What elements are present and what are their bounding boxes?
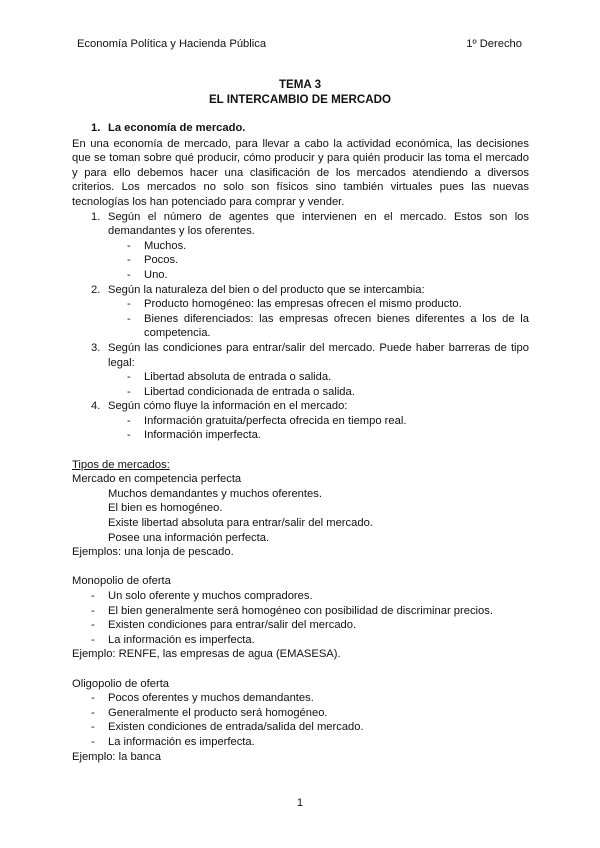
section-number: 1.	[91, 122, 101, 134]
dash-bullet: -	[91, 721, 95, 734]
criterion-number: 4.	[91, 400, 101, 413]
criterion-item	[72, 283, 529, 298]
criterion-text: Según la naturaleza del bien o del producto que se intercambia:	[108, 283, 425, 296]
dash-bullet: -	[91, 706, 95, 719]
market-example: Ejemplo: la banca	[72, 750, 161, 763]
criterion-subitem: - Uno.	[127, 268, 168, 281]
page-number: 1	[296, 797, 304, 809]
topic-number: TEMA 3	[278, 78, 322, 91]
header-course: Economía Política y Hacienda Pública	[77, 38, 267, 50]
criterion-subitem: - Libertad absoluta de entrada o salida.	[127, 371, 332, 384]
market-feature: - Un solo oferente y muchos compradores.	[91, 590, 313, 602]
section-heading-text: La economía de mercado.	[108, 122, 246, 134]
criterion-text: Según las condiciones para entrar/salir del mercado. Puede haber barreras de tipo legal:	[108, 341, 529, 369]
dash-bullet: -	[91, 633, 95, 646]
criterion-text: Según cómo fluye la información en el mercado:	[108, 400, 348, 413]
criterion-subitem: - Muchos.	[127, 239, 187, 252]
market-feature: - El bien generalmente será homogéneo con posibilidad de discriminar precios.	[91, 604, 493, 617]
dash-bullet: -	[127, 268, 131, 281]
criterion-subitem: - Bienes diferenciados: las empresas ofrecen bienes diferentes a los de la competencia.	[127, 312, 529, 340]
dash-bullet: -	[91, 590, 95, 602]
dash-bullet: -	[127, 254, 131, 267]
market-feature: - Existen condiciones de entrada/salida del mercado.	[91, 721, 364, 734]
criterion-subitem: - Producto homogéneo: las empresas ofrecen el mismo producto.	[127, 298, 462, 311]
dash-bullet: -	[127, 371, 131, 384]
dash-bullet: -	[127, 429, 131, 442]
criterion-item	[72, 341, 529, 370]
criterion-subitem: - Pocos.	[127, 254, 179, 267]
market-feature: - Existen condiciones para entrar/salir del mercado.	[91, 619, 357, 632]
monopoly-title: Monopolio de oferta	[72, 575, 171, 588]
market-feature: Muchos demandantes y muchos oferentes.	[108, 487, 322, 500]
document-body	[72, 121, 529, 764]
market-types-heading: Tipos de mercados:	[72, 458, 170, 471]
criterion-number: 3.	[91, 341, 101, 354]
criterion-subitem: - Información imperfecta.	[127, 429, 261, 442]
market-feature: - La información es imperfecta.	[91, 735, 255, 748]
market-example: Ejemplo: RENFE, las empresas de agua (EMASESA).	[72, 648, 341, 661]
dash-bullet: -	[127, 414, 131, 427]
market-feature: - Generalmente el producto será homogéneo.	[91, 706, 328, 719]
dash-bullet: -	[127, 298, 131, 311]
criterion-number: 1.	[91, 210, 101, 223]
market-feature: Posee una información perfecta.	[108, 531, 270, 544]
dash-bullet: -	[127, 385, 131, 398]
criterion-text: Según el número de agentes que intervienen en el mercado. Estos son los demandantes y los oferentes.	[108, 210, 529, 238]
criterion-number: 2.	[91, 283, 101, 296]
header-year: 1º Derecho	[466, 38, 522, 50]
dash-bullet: -	[127, 312, 131, 325]
dash-bullet: -	[91, 735, 95, 748]
dash-bullet: -	[91, 619, 95, 632]
dash-bullet: -	[91, 604, 95, 617]
criterion-item	[72, 210, 529, 239]
market-feature: - La información es imperfecta.	[91, 633, 255, 646]
market-example: Ejemplos: una lonja de pescado.	[72, 546, 234, 559]
dash-bullet: -	[91, 692, 95, 705]
criterion-subitem: - Libertad condicionada de entrada o salida.	[127, 385, 355, 398]
section-heading	[72, 121, 529, 136]
market-feature: El bien es homogéneo.	[108, 502, 223, 515]
criterion-item	[72, 399, 529, 414]
perfect-competition-title: Mercado en competencia perfecta	[72, 473, 242, 486]
topic-title: EL INTERCAMBIO DE MERCADO	[208, 93, 392, 106]
criterion-subitem: - Información gratuita/perfecta ofrecida en tiempo real.	[127, 414, 407, 427]
dash-bullet: -	[127, 239, 131, 252]
oligopoly-title: Oligopolio de oferta	[72, 677, 170, 690]
market-feature: - Pocos oferentes y muchos demandantes.	[91, 692, 314, 705]
market-feature: Existe libertad absoluta para entrar/salir del mercado.	[108, 517, 373, 530]
intro-paragraph: En una economía de mercado, para llevar a cabo la actividad económica, las decisiones que se toman sobre qué producir, cómo producir y para quién producir las toma el mercado y para ello debemos hacer una clasificación de los mercados atendiendo a diversos criterios. Los mercados no solo son físicos sino también virtuales pues las nuevas tecnologías los han potenciado para comprar y vender.	[72, 137, 529, 208]
